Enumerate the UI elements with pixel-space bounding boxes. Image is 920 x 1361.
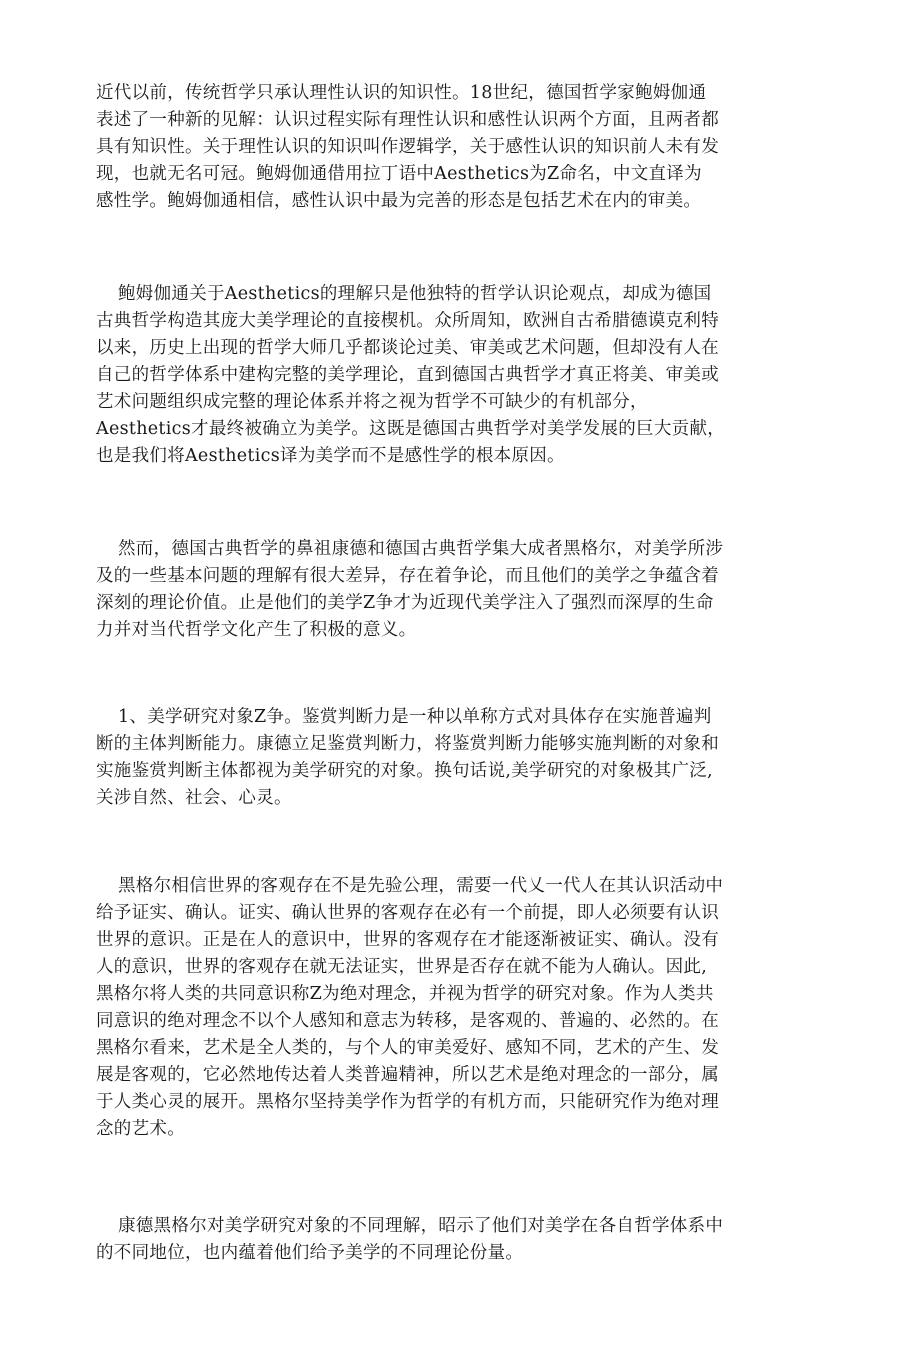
paragraph-german-classical-philosophy bbox=[96, 281, 744, 470]
paragraph-baumgarten-aesthetics bbox=[96, 80, 744, 215]
text-line: 世界的意识。正是在人的意识中，世界的客观存在才能逐渐被证实、确认。没有 bbox=[96, 930, 719, 950]
text-line: 黑格尔将人类的共同意识称Z为绝对理念，并视为哲学的研究对象。作为人类共 bbox=[96, 984, 714, 1004]
text-line: 同意识的绝对理念不以个人感知和意志为转移，是客观的、普遍的、必然的。在 bbox=[96, 1011, 719, 1031]
text-line: 现，也就无名可冠。鲍姆伽通借用拉丁语中Aesthetics为Z命名，中文直译为 bbox=[96, 164, 702, 184]
text-line: 鲍姆伽通关于Aesthetics的理解只是他独特的哲学认识论观点，却成为德国 bbox=[118, 284, 712, 304]
text-line: 实施鉴赏判断主体都视为美学研究的对象。换句话说,美学研究的对象极其广泛, bbox=[96, 761, 713, 781]
text-line: 感性学。鲍姆伽通相信，感性认识中最为完善的形态是包括艺术在内的审美。 bbox=[96, 191, 702, 211]
text-line: 自己的哲学体系中建构完整的美学理论，直到德国古典哲学才真正将美、审美或 bbox=[96, 365, 719, 385]
text-line: 黑格尔看来，艺术是全人类的，与个人的审美爱好、感知不同，艺术的产生、发 bbox=[96, 1038, 719, 1058]
text-line: 具有知识性。关于理性认识的知识叫作逻辑学，关于感性认识的知识前人未有发 bbox=[96, 137, 719, 157]
text-line: 古典哲学构造其庞大美学理论的直接楔机。众所周知，欧洲自古希腊德谟克利特 bbox=[96, 311, 719, 331]
text-line: 近代以前，传统哲学只承认理性认识的知识性。18世纪，德国哲学家鲍姆伽通 bbox=[96, 83, 707, 103]
text-line: 表述了一种新的见解：认识过程实际有理性认识和感性认识两个方面，且两者都 bbox=[96, 110, 719, 130]
text-line: 艺术问题组织成完整的理论体系并将之视为哲学不可缺少的有机部分， bbox=[96, 392, 648, 412]
paragraph-kant-hegel-debate bbox=[96, 536, 744, 644]
text-line: 力并对当代哲学文化产生了积极的意义。 bbox=[96, 620, 417, 640]
text-line: 人的意识，世界的客观存在就无法证实，世界是否存在就不能为人确认。因此, bbox=[96, 957, 708, 977]
text-line: 给予证实、确认。证实、确认世界的客观存在必有一个前提，即人必须要有认识 bbox=[96, 903, 719, 923]
text-line: 于人类心灵的展开。黑格尔坚持美学作为哲学的有机方而，只能研究作为绝对理 bbox=[96, 1092, 719, 1112]
text-line: 1、美学研究对象Z争。鉴赏判断力是一种以单称方式对具体存在实施普遍判 bbox=[118, 707, 712, 727]
text-line: 展是客观的，它必然地传达着人类普遍精神，所以艺术是绝对理念的一部分，属 bbox=[96, 1065, 719, 1085]
text-line: 深刻的理论价值。止是他们的美学Z争才为近现代美学注入了强烈而深厚的生命 bbox=[96, 593, 714, 613]
text-line: 及的一些基本问题的理解有很大差异，存在着争论，而且他们的美学之争蕴含着 bbox=[96, 566, 719, 586]
text-line: 康德黑格尔对美学研究对象的不同理解，昭示了他们对美学在各自哲学体系中 bbox=[118, 1216, 724, 1236]
text-line: 以来，历史上出现的哲学大师几乎都谈论过美、审美或艺术问题，但却没有人在 bbox=[96, 338, 719, 358]
text-line: 黑格尔相信世界的客观存在不是先验公理，需要一代乂一代人在其认识活动中 bbox=[118, 876, 724, 896]
paragraph-conclusion bbox=[96, 1213, 744, 1267]
text-line: 关涉自然、社会、心灵。 bbox=[96, 788, 292, 808]
text-line: 断的主体判断能力。康德立足鉴赏判断力，将鉴赏判断力能够实施判断的对象和 bbox=[96, 734, 719, 754]
text-line: 也是我们将Aesthetics译为美学而不是感性学的根本原因。 bbox=[96, 446, 565, 466]
paragraph-hegel-absolute-idea bbox=[96, 873, 744, 1143]
text-line: 念的艺术。 bbox=[96, 1119, 185, 1139]
paragraph-research-object-debate bbox=[96, 704, 744, 812]
text-line: Aesthetics才最终被确立为美学。这既是德国古典哲学对美学发展的巨大贡献， bbox=[96, 419, 726, 439]
text-line: 然而，德国古典哲学的鼻祖康德和德国古典哲学集大成者黑格尔，对美学所涉 bbox=[118, 539, 724, 559]
text-line: 的不同地位，也内蕴着他们给予美学的不同理论份量。 bbox=[96, 1243, 524, 1263]
